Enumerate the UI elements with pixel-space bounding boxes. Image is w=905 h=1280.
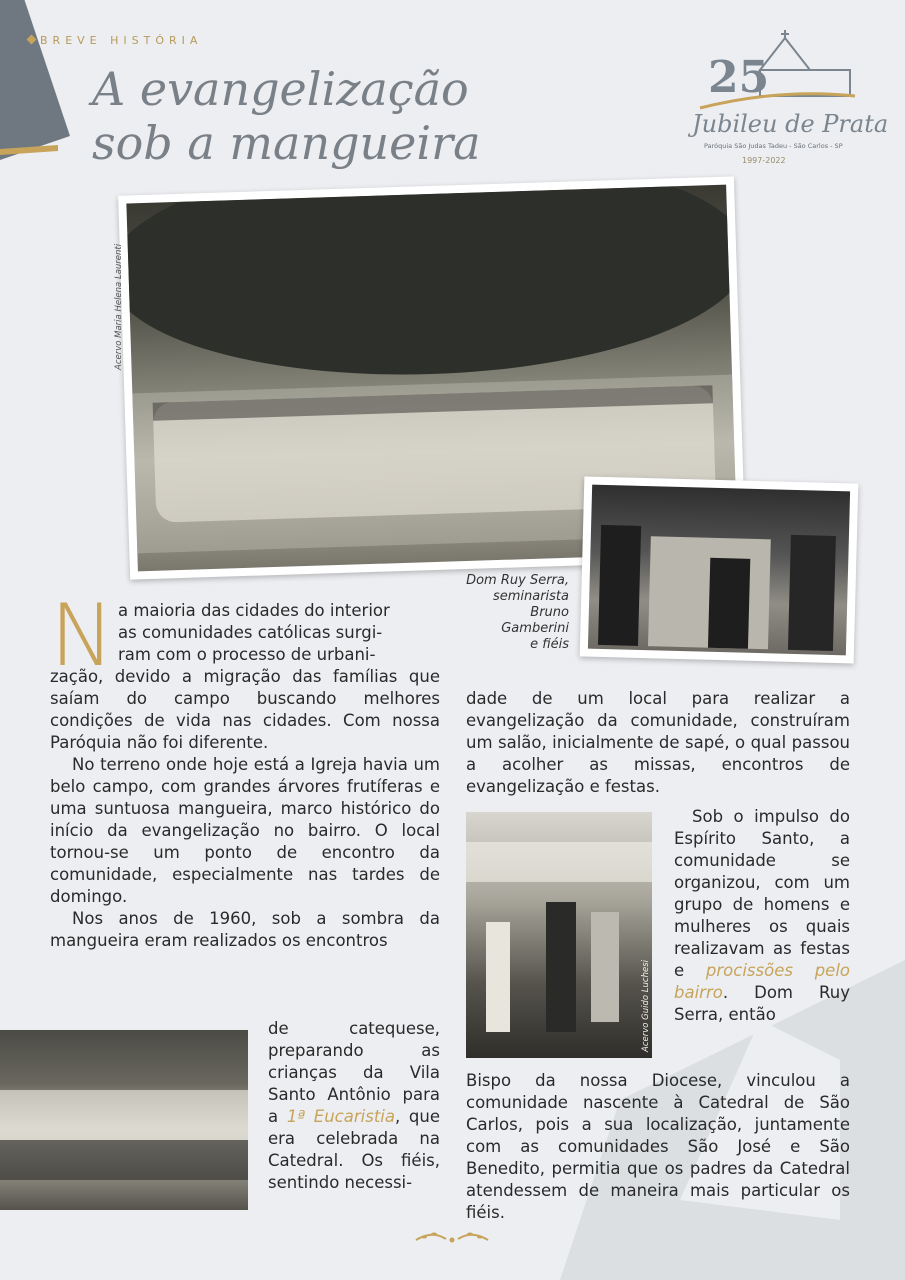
page-title (92, 62, 532, 170)
bishop-photo-caption: Dom Ruy Serra, seminarista Bruno Gamberini e fiéis (466, 573, 569, 652)
title-line-2: sob a mangueira (92, 116, 481, 170)
paragraph-1: zação, devido a migração das famílias que saíam do campo buscando melhores condições de vida nas cidades. Com nossa Paróquia não foi diferente. (50, 667, 440, 752)
title-line-1: A evangelização (92, 62, 469, 116)
procession-photo-figures (466, 812, 652, 1058)
paragraph-4: dade de um local para realizar a evangelização da comunidade, construíram um salão, inicialmente de sapé, o qual passou a acolher as missas, encontros de evangelização e festas. (466, 689, 850, 796)
article-column-2-narrow: Sob o impulso do Espírito Santo, a comunidade se organizou, com um grupo de homens e mulheres os quais realizavam as festas e procissões pelo bairro. Dom Ruy Serra, então (674, 807, 850, 1024)
article-column-1-top: a maioria das cidades do interior as comunidades católicas surgi- ram com o processo de urbani- (118, 601, 390, 664)
jubilee-subtitle: Paróquia São Judas Tadeu - São Carlos - SP (704, 142, 843, 150)
article-column-2-bottom (466, 1070, 850, 1224)
laurel-ornament-icon (412, 1228, 492, 1250)
children-photo-figures (0, 1030, 248, 1210)
main-photo-credit: Acervo Maria Helena Laurenti (114, 243, 124, 370)
article-column-2-top (466, 688, 850, 798)
paragraph-3: Nos anos de 1960, sob a sombra da mangueira eram realizados os encontros (50, 909, 440, 950)
procession-photo-credit: Acervo Guido Luchesi (641, 960, 651, 1052)
paragraph-2: No terreno onde hoje está a Igreja havia um belo campo, com grandes árvores frutíferas e uma suntuosa mangueira, marco histórico do início da evangelização no bairro. O local tornou-se um ponto de encontro da comunidade, especialmente nas tardes de domingo. (50, 755, 440, 906)
corner-tab-decoration (0, 0, 70, 160)
children-photo (0, 1030, 248, 1210)
first-communion-highlight: 1ª Eucaristia (286, 1107, 395, 1126)
procession-highlight: procissões pelo bairro (674, 961, 850, 1002)
article-column-1-narrow: de catequese, preparando as crianças da Vila Santo Antônio para a 1ª Eucaristia, que era celebrada na Catedral. Os fiéis, sentindo necessi- (268, 1019, 440, 1192)
article-column-1 (50, 666, 440, 952)
jubilee-number: 25 (708, 52, 770, 103)
drop-cap: N (50, 586, 115, 686)
section-kicker: BREVE HISTÓRIA (40, 34, 203, 47)
bishop-photo (580, 476, 859, 663)
jubilee-script: Jubileu de Prata (692, 110, 889, 138)
bishop-photo-figures (588, 485, 850, 656)
paragraph-6: Bispo da nossa Diocese, vinculou a comunidade nascente à Catedral de São Carlos, pois a sua localização, juntamente com as comunidades São José e São Benedito, permitia que os padres da Catedral atendessem de maneira mais particular os fiéis. (466, 1071, 850, 1222)
jubilee-years: 1997-2022 (742, 156, 786, 165)
procession-photo (466, 812, 652, 1058)
